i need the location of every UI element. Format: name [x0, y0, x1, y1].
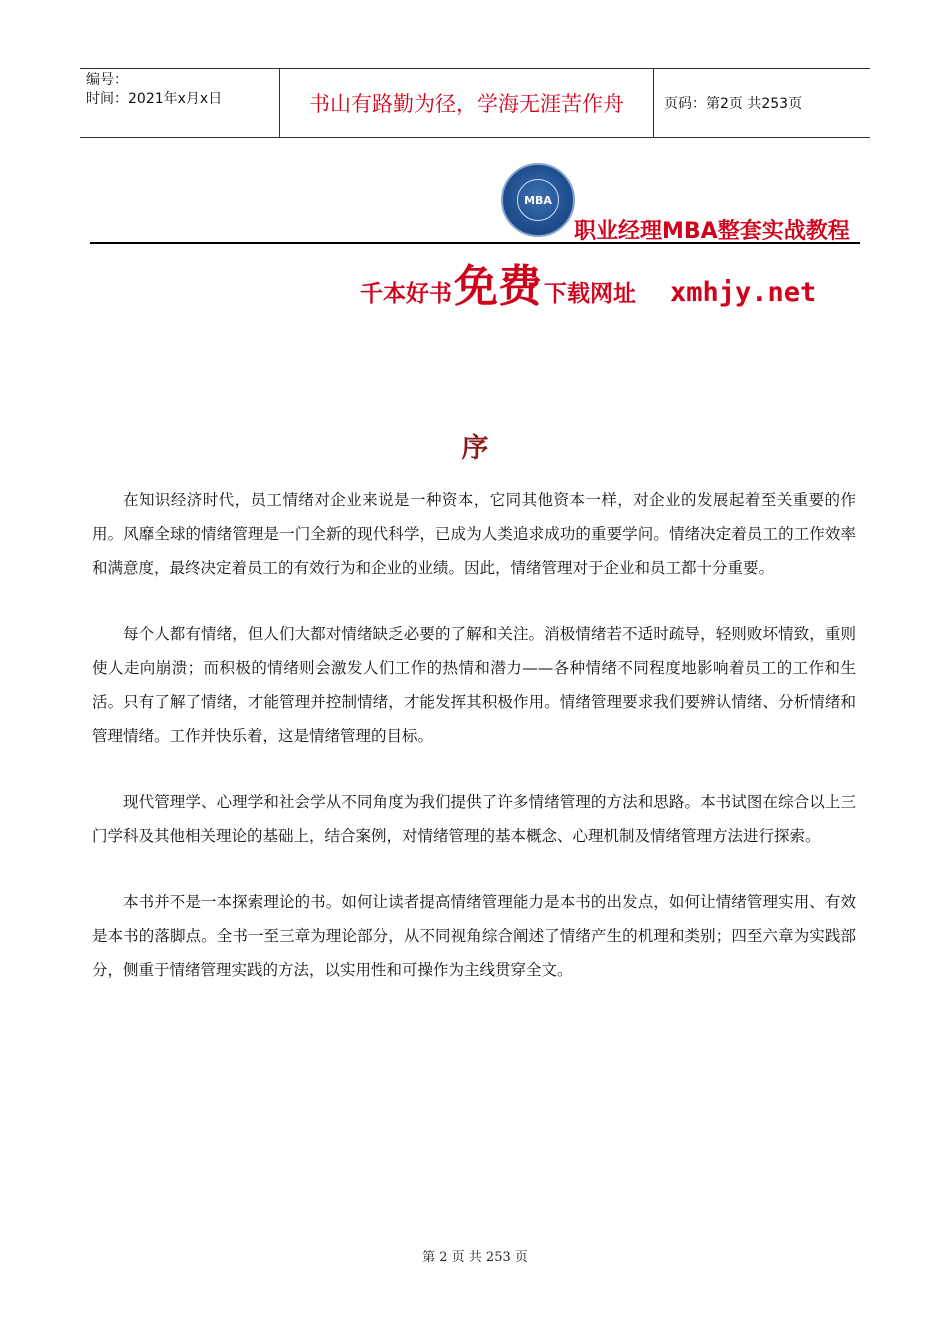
- chapter-title: 序: [461, 433, 489, 464]
- document-header: [80, 68, 870, 138]
- paragraph: 每个人都有情绪，但人们大都对情绪缺乏必要的了解和关注。消极情绪若不适时疏导，轻则败坏情致，重则使人走向崩溃；而积极的情绪则会激发人们工作的热情和潜力——各种情绪不同程度地影响着员工的工作和生活。只有了解了情绪，才能管理并控制情绪，才能发挥其积极作用。情绪管理要求我们要辨认情绪、分析情绪和管理情绪。工作并快乐着，这是情绪管理的目标。: [92, 625, 856, 745]
- serial-label: 编号：: [86, 72, 128, 88]
- body-text: [92, 483, 856, 1019]
- banner-title: 职业经理MBA整套实战教程: [574, 219, 850, 244]
- mba-logo: [501, 163, 575, 237]
- page-footer: 第 2 页 共 253 页: [422, 1250, 528, 1265]
- header-page-info: 页码：第2页 共253页: [664, 96, 803, 112]
- time-label: 时间：2021年x月x日: [86, 91, 223, 107]
- mba-logo-text: MBA: [517, 179, 559, 221]
- promo-text-c: 下载网址: [544, 281, 636, 307]
- promo-line: [360, 250, 816, 320]
- paragraph: 现代管理学、心理学和社会学从不同角度为我们提供了许多情绪管理的方法和思路。本书试图在综合以上三门学科及其他相关理论的基础上，结合案例，对情绪管理的基本概念、心理机制及情绪管理方法进行探索。: [92, 793, 856, 845]
- header-meta: [80, 69, 280, 137]
- paragraph: 在知识经济时代，员工情绪对企业来说是一种资本，它同其他资本一样，对企业的发展起着至关重要的作用。风靡全球的情绪管理是一门全新的现代科学，已成为人类追求成功的重要学问。情绪决定着员工的工作效率和满意度，最终决定着员工的有效行为和企业的业绩。因此，情绪管理对于企业和员工都十分重要。: [92, 491, 856, 577]
- promo-text-a: 千本好书: [360, 281, 452, 307]
- promo-url-link[interactable]: xmhjy.net: [670, 277, 817, 308]
- paragraph: 本书并不是一本探索理论的书。如何让读者提高情绪管理能力是本书的出发点，如何让情绪管理实用、有效是本书的落脚点。全书一至三章为理论部分，从不同视角综合阐述了情绪产生的机理和类别；四至六章为实践部分，侧重于情绪管理实践的方法，以实用性和可操作为主线贯穿全文。: [92, 893, 856, 979]
- banner-divider: [90, 242, 860, 244]
- promo-text-free: 免费: [454, 261, 542, 312]
- header-motto: 书山有路勤为径，学海无涯苦作舟: [280, 69, 654, 137]
